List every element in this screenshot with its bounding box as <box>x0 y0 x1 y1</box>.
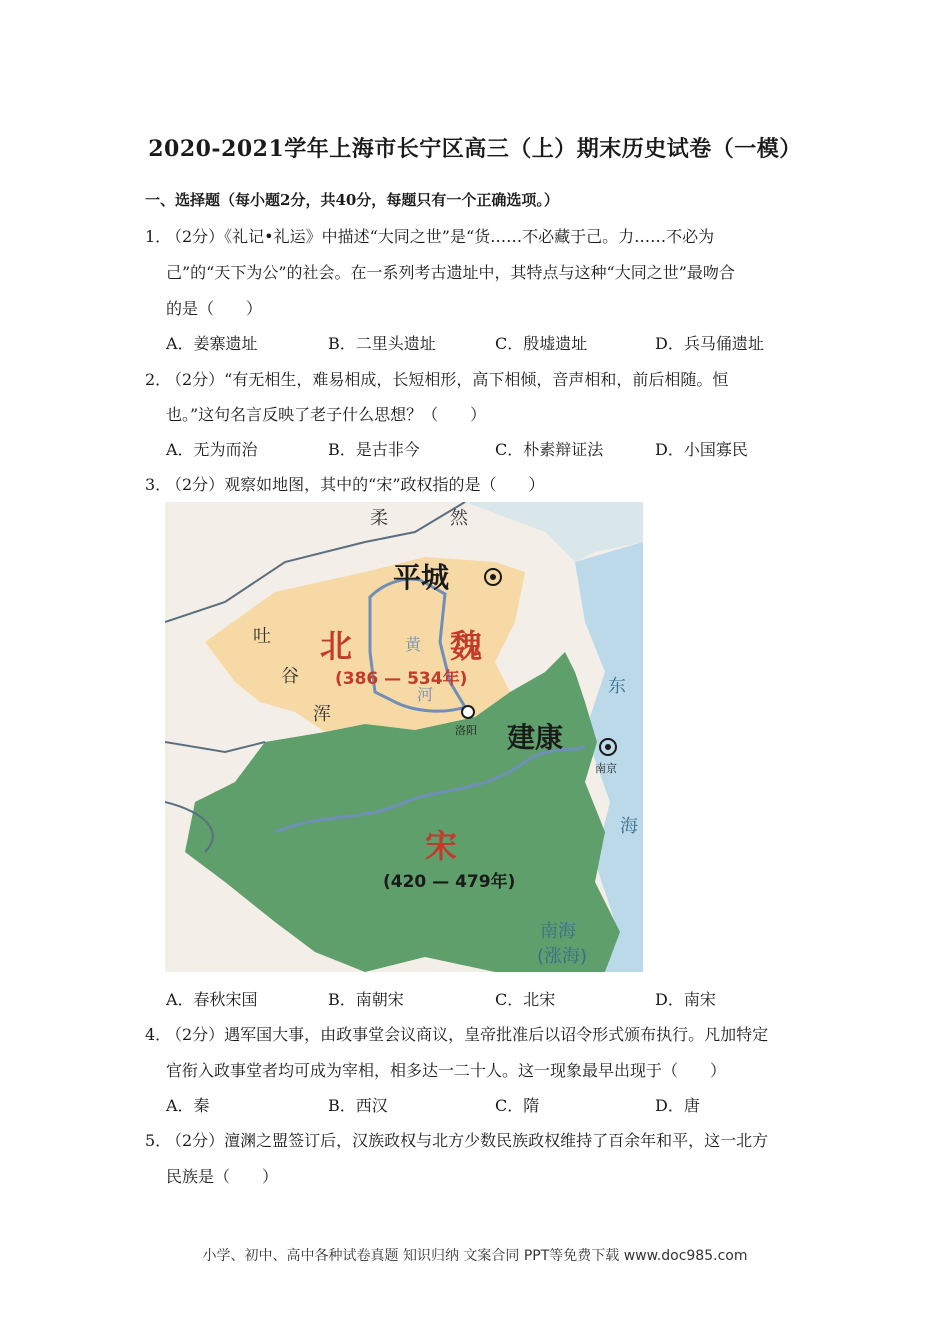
option-c: C．殷墟遗址 <box>495 334 588 353</box>
option-d: D．兵马俑遗址 <box>655 334 764 353</box>
option-d: D．唐 <box>655 1096 700 1115</box>
map-label-wei: 魏 <box>450 627 483 665</box>
question-number: 5． <box>145 1131 172 1150</box>
question-number: 2． <box>145 370 172 389</box>
map-label-hai: 海 <box>620 816 638 837</box>
option-a: A．秦 <box>166 1096 210 1115</box>
page-title: 2020-2021学年上海市长宁区高三（上）期末历史试卷（一模） <box>148 136 802 162</box>
map-label-huang: 黄 <box>405 635 422 654</box>
option-a: A．姜寨遗址 <box>166 334 258 353</box>
map-label-he: 河 <box>417 685 434 704</box>
section-heading: 一、选择题（每小题2分，共40分，每题只有一个正确选项。） <box>145 191 559 209</box>
map-label-nanhai: 南海 <box>540 921 576 942</box>
question-text-line: （2分）遇军国大事，由政事堂会议商议，皇帝批准后以诏令形式颁布执行。凡加特定 <box>166 1025 769 1044</box>
map-label-song: 宋 <box>425 827 458 865</box>
option-b: B．是古非今 <box>328 440 420 459</box>
option-c: C．朴素辩证法 <box>495 440 604 459</box>
map-label-nanjing: 南京 <box>595 762 617 775</box>
city-marker-luoyang <box>462 706 474 718</box>
question-text-line: （2分）观察如地图，其中的“宋”政权指的是（ ） <box>166 475 545 494</box>
question-text-line: 的是（ ） <box>166 299 263 318</box>
historical-map <box>165 502 643 972</box>
map-label-wei-years: (386 — 534年) <box>335 669 468 689</box>
option-b: B．二里头遗址 <box>328 334 436 353</box>
map-label-gu: 谷 <box>281 666 299 687</box>
map-label-luoyang: 洛阳 <box>455 724 477 737</box>
question-number: 3． <box>145 475 172 494</box>
option-d: D．南宋 <box>655 990 716 1009</box>
question-number: 4． <box>145 1025 172 1044</box>
page-footer: 小学、初中、高中各种试卷真题 知识归纳 文案合同 PPT等免费下载 www.doc985.com <box>202 1248 748 1264</box>
question-text-line: 也。”这句名言反映了老子什么思想？（ ） <box>166 405 487 424</box>
option-c: C．北宋 <box>495 990 556 1009</box>
option-c: C．隋 <box>495 1096 540 1115</box>
option-d: D．小国寡民 <box>655 440 748 459</box>
map-label-jiankang: 建康 <box>507 721 564 754</box>
question-text-line: （2分）“有无相生，难易相成，长短相形，高下相倾，音声相和，前后相随。恒 <box>166 370 729 389</box>
map-label-pingcheng: 平城 <box>393 561 450 594</box>
question-text-line: （2分）《礼记•礼运》中描述“大同之世”是“货……不必藏于己。力……不必为 <box>166 227 715 246</box>
map-label-zhanghai: (涨海) <box>537 946 588 967</box>
option-a: A．春秋宋国 <box>166 990 258 1009</box>
question-text-line: （2分）澶渊之盟签订后，汉族政权与北方少数民族政权维持了百余年和平，这一北方 <box>166 1131 769 1150</box>
map-label-dong: 东 <box>608 676 626 697</box>
question-text-line: 民族是（ ） <box>166 1167 279 1186</box>
question-text-line: 官衔入政事堂者均可成为宰相，相多达一二十人。这一现象最早出现于（ ） <box>166 1061 727 1080</box>
map-label-tu: 吐 <box>253 626 271 647</box>
option-b: B．西汉 <box>328 1096 388 1115</box>
question-number: 1． <box>145 227 172 246</box>
map-label-rou: 柔 <box>370 508 388 529</box>
map-label-bei: 北 <box>320 627 353 665</box>
map-label-song-years: (420 — 479年) <box>383 872 516 892</box>
map-label-ran: 然 <box>450 508 468 529</box>
option-a: A．无为而治 <box>166 440 258 459</box>
map-label-hun: 浑 <box>313 704 331 725</box>
option-b: B．南朝宋 <box>328 990 404 1009</box>
question-text-line: 己”的“天下为公”的社会。在一系列考古遗址中，其特点与这种“大同之世”最吻合 <box>166 263 735 282</box>
